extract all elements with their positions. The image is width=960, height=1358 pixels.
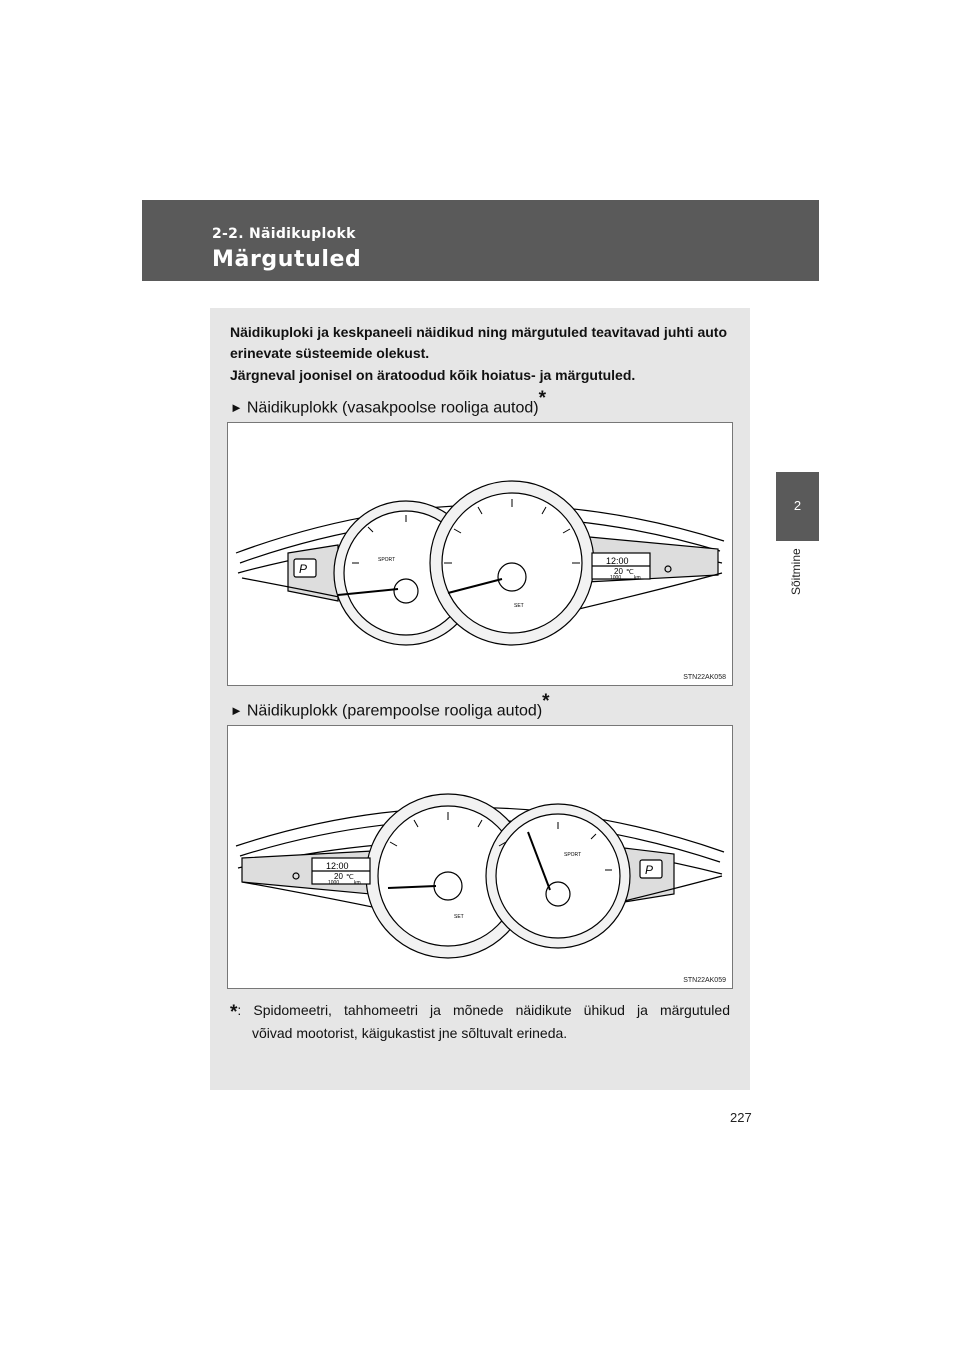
svg-text:km: km <box>634 575 641 581</box>
figure-code: STN22AK058 <box>683 674 726 681</box>
svg-text:SET: SET <box>514 603 524 609</box>
svg-text:SET: SET <box>454 914 464 920</box>
page-number: 227 <box>730 1110 752 1125</box>
svg-text:20: 20 <box>334 872 343 881</box>
svg-text:km: km <box>354 880 361 886</box>
svg-text:P: P <box>645 863 654 877</box>
intro-paragraph-2: Järgneval joonisel on äratoodud kõik hoiatus- ja märgutuled. <box>230 367 636 383</box>
svg-text:℃: ℃ <box>626 569 634 576</box>
svg-text:12:00: 12:00 <box>606 556 629 566</box>
triangle-right-icon: ► <box>230 703 243 719</box>
page-title: Märgutuled <box>212 247 362 272</box>
footnote-marker: * <box>230 1002 238 1023</box>
svg-text:20: 20 <box>614 567 623 576</box>
svg-text:℃: ℃ <box>346 874 354 881</box>
intro-paragraph: Näidikuploki ja keskpaneeli näidikud ning märgutuled teavitavad juhti auto erinevate süsteemide olekust. <box>230 324 727 361</box>
content-panel <box>210 308 750 1090</box>
chapter-tab[interactable] <box>776 472 819 541</box>
footnote: *: Spidomeetri, tahhomeetri ja mõnede näidikute ühikud ja märgutuled võivad mootorist, käigukastist jne sõltuvalt erineda. <box>230 1002 730 1041</box>
cluster-illustration-rhd <box>228 726 732 988</box>
figure-cluster-rhd <box>227 725 733 989</box>
figure-code: STN22AK059 <box>683 977 726 984</box>
section-label: 2-2. Näidikuplokk <box>212 226 356 242</box>
chapter-label: Sõitmine <box>789 548 803 595</box>
chapter-number: 2 <box>793 498 802 513</box>
figure-heading-lhd: ► Näidikuplokk (vasakpoolse rooliga autod)* <box>230 388 546 417</box>
triangle-right-icon: ► <box>230 400 243 416</box>
svg-text:P: P <box>299 562 308 576</box>
svg-text:1000: 1000 <box>328 880 340 886</box>
chapter-header <box>142 200 819 281</box>
svg-text:1000: 1000 <box>610 575 622 581</box>
figure-heading-rhd: ► Näidikuplokk (parempoolse rooliga autod)* <box>230 691 550 720</box>
svg-text:SPORT: SPORT <box>564 852 582 858</box>
cluster-illustration-lhd <box>228 423 732 685</box>
svg-text:12:00: 12:00 <box>326 861 349 871</box>
figure-cluster-lhd <box>227 422 733 686</box>
svg-text:SPORT: SPORT <box>378 557 396 563</box>
